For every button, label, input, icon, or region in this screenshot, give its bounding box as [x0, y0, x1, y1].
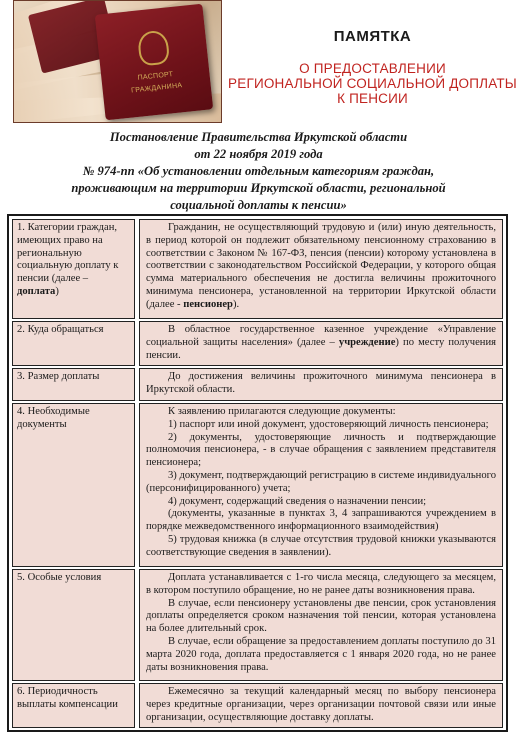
- emblem-icon: [137, 29, 170, 66]
- title-block: [228, 28, 517, 106]
- row-content: [139, 321, 503, 366]
- row-content: [139, 683, 503, 728]
- row-label-extra: (далее – доплата): [17, 273, 89, 297]
- paragraph: Ежемесячно за текущий календарный месяц по выбору пенсионера через кредитные организации, через организации почтовой связи или иные организации, осуществляющие доставку доплаты.: [146, 686, 496, 723]
- row-label: [12, 403, 135, 567]
- subtitle-line: О ПРЕДОСТАВЛЕНИИ: [299, 61, 446, 76]
- row-label-text: 2. Куда обращаться: [17, 324, 104, 335]
- paragraph: 3) документ, подтверждающий регистрацию в системе индивидуального (персонифицированного) учета;: [146, 469, 496, 494]
- paragraph: 2) документы, удостоверяющие личность и подтверждающие полномочия пенсионера, - в случае обращения с заявлением представителя пенсионера;: [146, 431, 496, 469]
- decree-line: от 22 ноября 2019 года: [194, 147, 323, 161]
- paragraph: Гражданин, не осуществляющий трудовую и (или) иную деятельность, в период которой он подлежит обязательному пенсионному страхованию в соответствии с Законом № 167-ФЗ, пенсия (пенсии) которому установлена в соответствии с законодательством Российской Федерации, у которого общая сумма материального обеспечения не достигла величины прожиточного минимума пенсионера, установленной на территории Иркутской области (далее - пенсионер).: [146, 222, 496, 310]
- paragraph: (документы, указанные в пунктах 3, 4 запрашиваются учреждением в порядке межведомственного информационного взаимодействия): [146, 508, 496, 533]
- decree-line: проживающим на территории Иркутской области, региональной: [71, 181, 446, 195]
- table-row: [12, 403, 503, 567]
- row-content: [139, 569, 503, 681]
- paragraph: До достижения величины прожиточного минимума пенсионера в Иркутской области.: [146, 371, 496, 395]
- decree-line: Постановление Правительства Иркутской области: [109, 130, 408, 144]
- row-label-text: 1. Категории граждан, имеющих право на региональную социальную доплату к пенсии: [17, 222, 119, 285]
- memo-title: ПАМЯТКА: [333, 28, 412, 45]
- info-table: [7, 214, 508, 732]
- memo-subtitle: [228, 61, 517, 106]
- passport-icon: ПАСПОРТ ГРАЖДАНИНА: [95, 4, 213, 121]
- decree-line: № 974-пп «Об установлении отдельным категориям граждан,: [82, 164, 435, 178]
- row-label: [12, 321, 135, 366]
- row-label-text: 5. Особые условия: [17, 572, 102, 583]
- row-content: [139, 368, 503, 401]
- paragraph: Доплата устанавливается с 1-го числа месяца, следующего за месяцем, в котором поступило обращение, но не ранее даты возникновения права.: [146, 572, 496, 596]
- row-label-text: 3. Размер доплаты: [17, 371, 100, 382]
- table-row: [12, 321, 503, 366]
- table-row: [12, 368, 503, 401]
- paragraph: В областное государственное казенное учреждение «Управление социальной защиты населения» (далее – учреждение) по месту получения пенсии.: [146, 324, 496, 361]
- row-label: [12, 368, 135, 401]
- row-label: [12, 683, 135, 728]
- row-label-text: 4. Необходимые документы: [17, 406, 90, 430]
- paragraph: В случае, если обращение за предоставлением доплаты поступило до 31 марта 2020 года, доплата предоставляется с 1 января 2020 года, но не ранее даты возникновения права.: [146, 635, 496, 673]
- table-row: [12, 683, 503, 728]
- table-row: [12, 219, 503, 319]
- row-label: [12, 569, 135, 681]
- paragraph: К заявлению прилагаются следующие документы:: [168, 406, 396, 417]
- row-label: [12, 219, 135, 319]
- table-row: [12, 569, 503, 681]
- subtitle-line: К ПЕНСИИ: [337, 91, 408, 106]
- row-content: [139, 403, 503, 567]
- paragraph: В случае, если пенсионеру установлены две пенсии, срок установления доплаты определяется сроком назначения той пенсии, которая установлена на более длительный срок.: [146, 597, 496, 635]
- decree-line: социальной доплаты к пенсии»: [170, 198, 347, 212]
- paragraph: 5) трудовая книжка (в случае отсутствия трудовой книжки указываются соответствующие сведения в заявлении).: [146, 533, 496, 558]
- decree-heading: [20, 129, 497, 214]
- subtitle-line: РЕГИОНАЛЬНОЙ СОЦИАЛЬНОЙ ДОПЛАТЫ: [228, 76, 517, 91]
- row-label-text: 6. Периодичность выплаты компенсации: [17, 686, 118, 710]
- passport-photo: [13, 0, 222, 123]
- paragraph: 4) документ, содержащий сведения о назначении пенсии;: [168, 495, 427, 507]
- paragraph: 1) паспорт или иной документ, удостоверяющий личность пенсионера;: [168, 418, 489, 430]
- row-content: [139, 219, 503, 319]
